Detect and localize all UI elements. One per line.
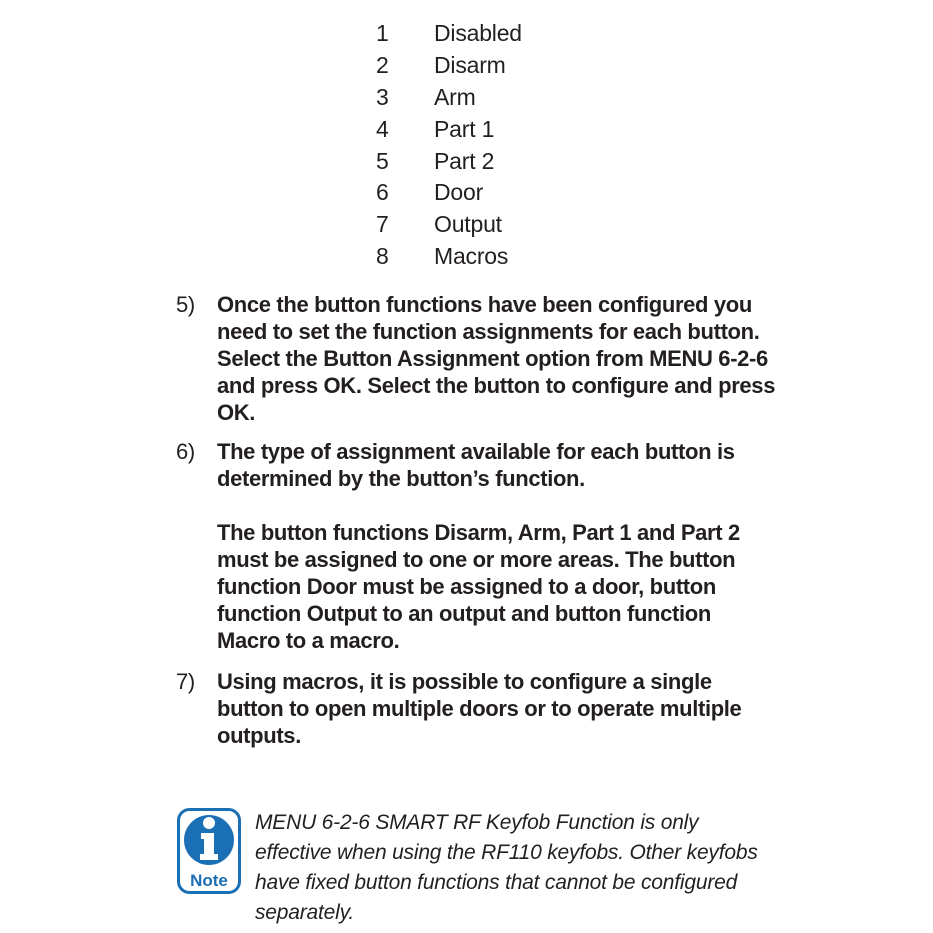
function-number: 3 (376, 83, 389, 110)
note-callout (177, 808, 775, 928)
function-label: Macros (434, 242, 509, 269)
button-function-list (376, 18, 522, 272)
function-number: 8 (376, 242, 389, 269)
function-label: Output (434, 211, 502, 238)
function-label: Disarm (434, 52, 506, 79)
step-body (217, 291, 776, 426)
function-number: 1 (376, 20, 389, 47)
function-item (376, 241, 522, 273)
function-item (376, 18, 522, 50)
step-item (176, 668, 776, 749)
function-number: 2 (376, 52, 389, 79)
step-body (217, 438, 776, 654)
function-label: Part 1 (434, 115, 495, 142)
info-note-icon (177, 808, 241, 894)
note-label: Note (190, 871, 228, 890)
note-text: MENU 6-2-6 SMART RF Keyfob Function is only effective when using the RF110 keyfobs. Other keyfobs have fixed button functions that cannot be configured separately. (255, 811, 758, 924)
step-paragraph: Once the button functions have been configured you need to set the function assignments for each button. Select the Button Assignment option from MENU 6-2-6 and press OK. Select the button to configure and press OK. (217, 292, 776, 425)
function-number: 6 (376, 179, 389, 206)
step-paragraph: Using macros, it is possible to configure a single button to open multiple doors or to operate multiple outputs. (217, 669, 742, 748)
function-item (376, 50, 522, 82)
function-label: Door (434, 179, 484, 206)
step-number: 5) (176, 292, 195, 317)
function-item (376, 82, 522, 114)
function-number: 7 (376, 211, 389, 238)
step-number: 7) (176, 669, 195, 694)
function-item (376, 145, 522, 177)
function-item (376, 177, 522, 209)
step-body (217, 668, 776, 749)
step-item (176, 438, 776, 654)
step-paragraph: The type of assignment available for each button is determined by the button’s function. (217, 439, 735, 491)
function-item (376, 113, 522, 145)
function-label: Disabled (434, 20, 522, 47)
function-label: Arm (434, 83, 476, 110)
function-number: 5 (376, 147, 389, 174)
function-number: 4 (376, 115, 389, 142)
step-paragraph: The button functions Disarm, Arm, Part 1 and Part 2 must be assigned to one or more areas. The button function Door must be assigned to a door, button function Output to an output and button function Macro to a macro. (217, 520, 740, 653)
step-number: 6) (176, 439, 195, 464)
step-item (176, 291, 776, 426)
function-label: Part 2 (434, 147, 495, 174)
function-item (376, 209, 522, 241)
instruction-steps (176, 291, 776, 749)
